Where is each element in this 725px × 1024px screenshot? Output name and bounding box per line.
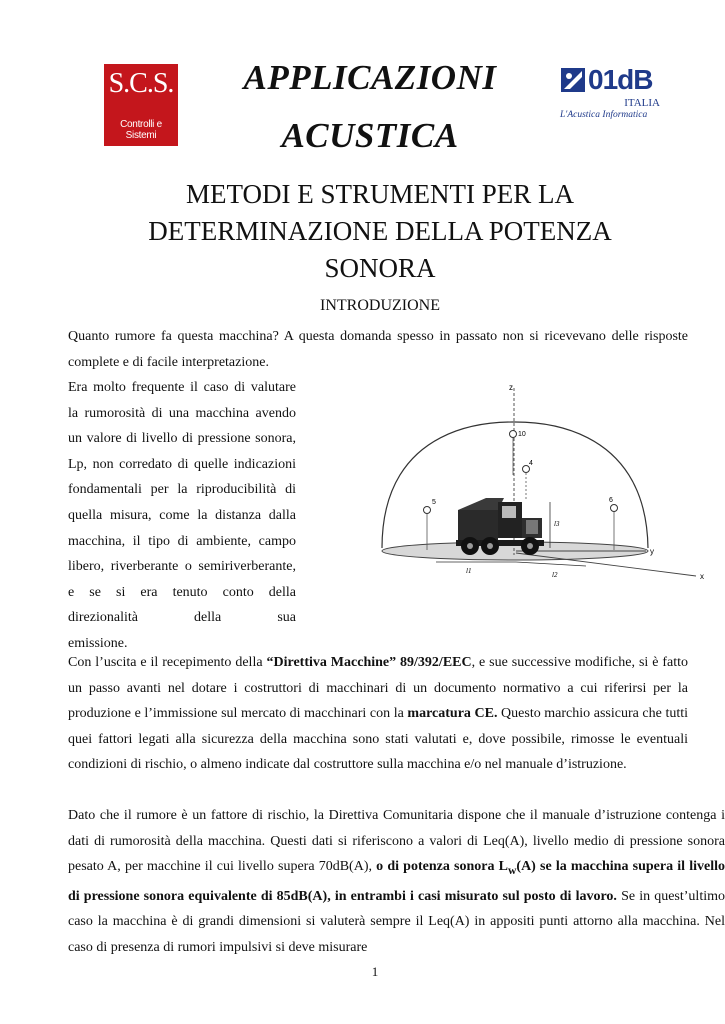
scs-logo-subtext: Controlli e Sistemi — [120, 119, 162, 141]
paragraph-noise-risk — [68, 803, 725, 960]
dimension-l2-label: l2 — [552, 571, 558, 579]
01db-logo — [560, 64, 670, 124]
section-heading: INTRODUZIONE — [320, 297, 440, 314]
point-6-label: 6 — [609, 497, 613, 504]
dimension-l1-label: l1 — [466, 567, 472, 575]
paragraph-noise-risk-text-a: Dato che il rumore è un fattore di rischio, la Direttiva Comunitaria dispone che il manuale d’istruzione contenga i dati di rumorosità della macchina. Questi dati si riferiscono a valori di Leq(A), livello medio di pressione sonora pesato A, per macchine il cui livello supera 70dB(A), — [68, 808, 725, 875]
page-title-line-1: APPLICAZIONI — [243, 58, 497, 97]
measurement-point-10 — [510, 431, 517, 438]
axis-y-label: y — [650, 547, 654, 556]
page-title-line-2: ACUSTICA — [281, 116, 459, 155]
paragraph-column — [68, 375, 296, 657]
dimension-l3-label: l3 — [554, 520, 560, 528]
measurement-point-5 — [424, 507, 431, 514]
01db-country: ITALIA — [624, 97, 660, 109]
point-10-label: 10 — [518, 431, 526, 438]
scs-logo-text: S.C.S. — [108, 68, 174, 99]
01db-brand: 01dB — [588, 64, 653, 95]
measurement-point-6 — [611, 505, 618, 512]
document-subtitle — [100, 176, 660, 287]
paragraph-intro: Quanto rumore fa questa macchina? A questa domanda spesso in passato non si ricevevano delle risposte complete e di facile interpretazione. — [68, 329, 688, 370]
page-number: 1 — [371, 964, 379, 979]
paragraph-directive — [68, 650, 688, 778]
paragraph-directive-text-e: Questo marchio assicura che tutti quei fattori legati alla sicurezza della macchina sono stati valutati e, dove possibile, rimosse le eventuali condizioni di rischio, o almeno indicate dal costruttore sulla macchina e/o nel manuale d’istruzione. — [68, 706, 688, 773]
subtitle-line-3: SONORA — [324, 253, 436, 283]
axis-z-label: z — [509, 383, 513, 392]
paragraph-column-last-word: emissione. — [68, 635, 128, 651]
paragraph-directive-text-a: Con l’uscita e il recepimento della — [68, 655, 267, 670]
sound-power-emphasis-continued: (A) se la macchina supera il livello di pressione sonora equivalente di 85dB(A), in entrambi i casi misurato sul posto di lavoro. — [68, 859, 725, 904]
point-4-label: 4 — [529, 460, 533, 467]
01db-tagline: L'Acustica Informatica — [560, 110, 648, 120]
sound-power-subscript: w — [507, 863, 517, 877]
subtitle-line-1: METODI E STRUMENTI PER LA — [186, 179, 574, 209]
subtitle-line-2: DETERMINAZIONE DELLA POTENZA — [148, 216, 612, 246]
axis-x-label: x — [700, 572, 704, 581]
directive-reference: “Direttiva Macchine” 89/392/EEC — [266, 655, 472, 670]
ce-marking-reference: marcatura CE. — [407, 706, 498, 722]
01db-emblem-icon — [560, 67, 586, 93]
sound-power-hemisphere-diagram — [366, 380, 710, 590]
paragraph-noise-risk-text-d: Se in quest’ultimo caso la macchina è di grandi dimensioni si valuterà sempre il Leq(A) in appositi punti attorno alla macchina. Nel caso di presenza di rumori impulsivi si deve misurare — [68, 888, 725, 955]
sound-power-emphasis: o di potenza sonora L — [376, 859, 508, 875]
scs-logo — [104, 64, 178, 146]
point-5-label: 5 — [432, 499, 436, 506]
paragraph-column-text: Era molto frequente il caso di valutare la rumorosità di una macchina avendo un valore di livello di pressione sonora, Lp, non corredato di quelle indicazioni fondamentali per la riproducibilità di quella misura, come la distanza dalla macchina, il tipo di ambiente, campo libero, riverberante o semiriverberante, e se si era tenuto conto della direzionalità della sua — [68, 380, 296, 626]
paragraph-directive-text-c: , e sue successive modifiche, si è fatto un passo avanti nel dotare i costruttori di macchinari di un documento normativo a cui riferirsi per la produzione e l’immissione sul mercato di macchinari con la — [68, 655, 689, 722]
